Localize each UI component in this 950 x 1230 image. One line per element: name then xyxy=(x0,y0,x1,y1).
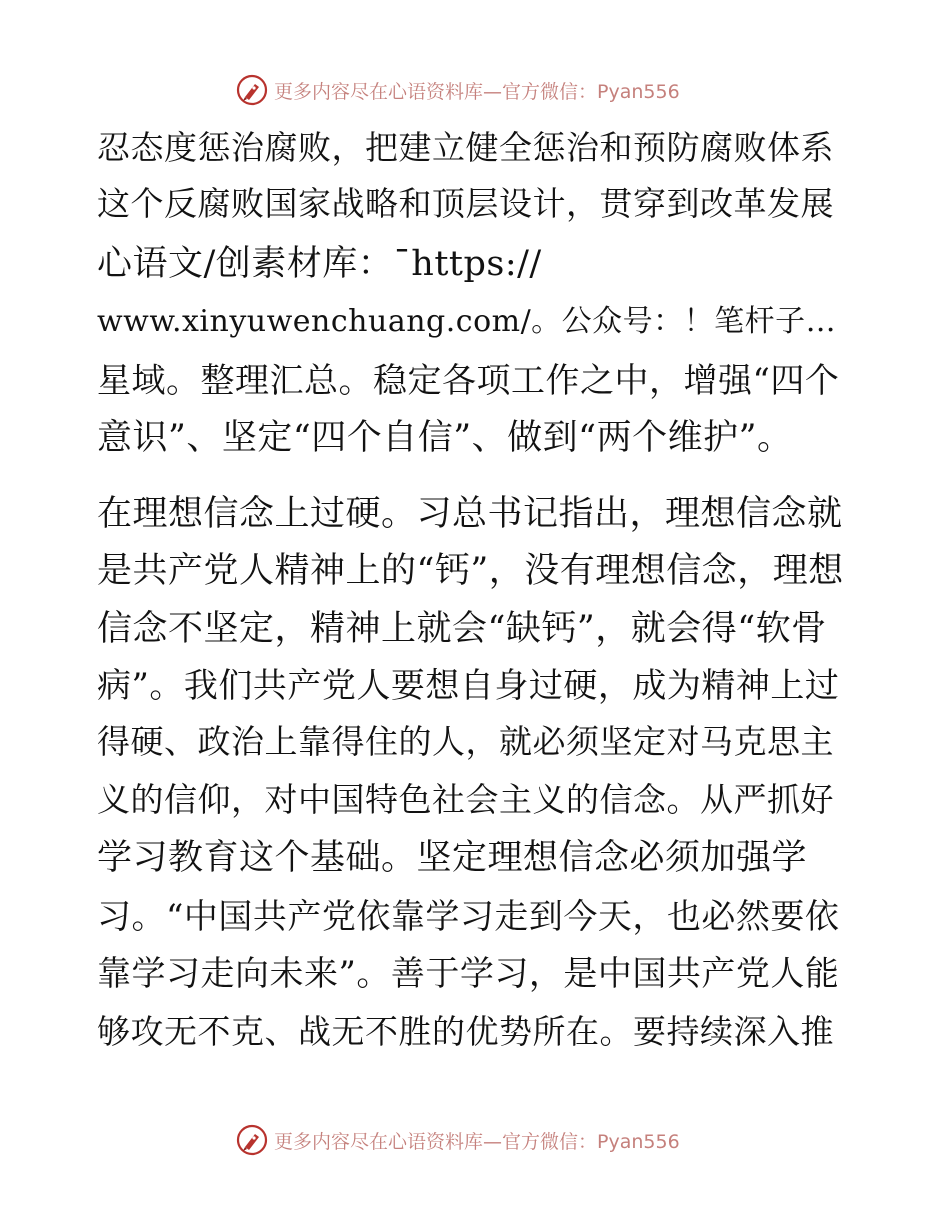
text-line: 习。“中国共产党依靠学习走到今天，也必然要依 xyxy=(97,897,840,937)
text-line: 学习教育这个基础。坚定理想信念必须加强学 xyxy=(97,838,808,878)
text-line: 心语文/创素材库：¯https:// xyxy=(97,244,542,284)
text-line: 是共产党人精神上的“钙”，没有理想信念，理想 xyxy=(97,551,844,591)
text-line: 星域。整理汇总。稳定各项工作之中，增强“四个 xyxy=(97,361,840,401)
header-banner xyxy=(236,72,716,108)
text-line: 意识”、坚定“四个自信”、做到“两个维护”。 xyxy=(97,418,793,458)
pen-nib-logo-icon xyxy=(236,74,268,106)
text-line: 忍态度惩治腐败，把建立健全惩治和预防腐败体系 xyxy=(97,128,834,167)
footer-banner xyxy=(236,1122,716,1158)
text-line: 病”。我们共产党人要想自身过硬，成为精神上过 xyxy=(97,666,840,706)
text-line: www.xinyuwenchuang.com/。公众号：！笔杆子… xyxy=(97,304,837,339)
text-line: 信念不坚定，精神上就会“缺钙”，就会得“软骨 xyxy=(97,609,827,649)
text-line: 得硬、政治上靠得住的人，就必须坚定对马克思主 xyxy=(97,722,834,761)
header-banner-text: 更多内容尽在心语资料库—官方微信：Pyan556 xyxy=(274,80,680,103)
text-line: 义的信仰，对中国特色社会主义的信念。从严抓好 xyxy=(97,780,834,819)
text-line: 靠学习走向未来”。善于学习，是中国共产党人能 xyxy=(97,954,840,994)
text-line: 够攻无不克、战无不胜的优势所在。要持续深入推 xyxy=(97,1012,834,1051)
footer-banner-text: 更多内容尽在心语资料库—官方微信：Pyan556 xyxy=(274,1130,680,1153)
pen-nib-logo-icon xyxy=(236,1124,268,1156)
text-line: 在理想信念上过硬。习总书记指出，理想信念就 xyxy=(97,494,843,534)
text-line: 这个反腐败国家战略和顶层设计，贯穿到改革发展 xyxy=(97,184,834,223)
